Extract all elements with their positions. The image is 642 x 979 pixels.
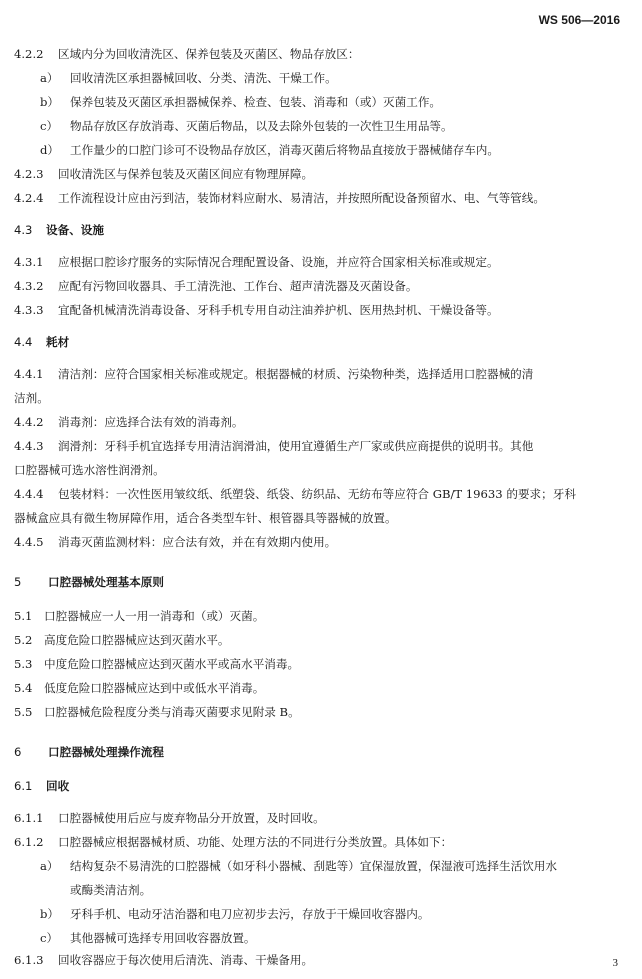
list-text: 回收清洗区承担器械回收、分类、清洗、干燥工作。: [70, 71, 337, 85]
clause-text: 应根据口腔诊疗服务的实际情况合理配置设备、设施，并应符合国家相关标准或规定。: [58, 255, 499, 269]
list-text: 或酶类清洁剂。: [70, 883, 152, 897]
clause-5-2: [14, 632, 626, 648]
clause-text: 口腔器械应一人一用一消毒和（或）灭菌。: [44, 609, 265, 623]
clause-number: 4.2.2: [14, 47, 44, 61]
list-marker: a）: [40, 71, 59, 85]
clause-6-1-2: [14, 834, 626, 850]
clause-text: 口腔器械应根据器械材质、功能、处理方法的不同进行分类放置。具体如下：: [58, 835, 453, 849]
clause-text: 应配有污物回收器具、手工清洗池、工作台、超声清洗器及灭菌设备。: [58, 279, 418, 293]
chapter-heading-6: [14, 744, 626, 760]
clause-4-4-5: [14, 534, 626, 550]
clause-5-4: [14, 680, 626, 696]
clause-4-4-4: [14, 486, 626, 502]
clause-number: 6.1.1: [14, 811, 44, 825]
chapter-title: 口腔器械处理操作流程: [48, 745, 164, 759]
clause-4-2-3: [14, 166, 626, 182]
clause-4-4-3: [14, 438, 626, 454]
clause-text: 器械盒应具有微生物屏障作用，适合各类型车针、根管器具等器械的放置。: [14, 511, 397, 525]
clause-text: 高度危险口腔器械应达到灭菌水平。: [44, 633, 230, 647]
clause-6-1-1: [14, 810, 626, 826]
clause-number: 4.4.3: [14, 439, 44, 453]
clause-number: 5.2: [14, 633, 33, 647]
clause-4-4-3-continued: [14, 462, 626, 478]
list-item-c: [40, 930, 626, 946]
list-text: 保养包装及灭菌区承担器械保养、检查、包装、消毒和（或）灭菌工作。: [70, 95, 442, 109]
list-marker: b）: [40, 95, 60, 109]
list-marker: c）: [40, 931, 59, 945]
clause-4-4-2: [14, 414, 626, 430]
list-marker: a）: [40, 859, 59, 873]
clause-text: 中度危险口腔器械应达到灭菌水平或高水平消毒。: [44, 657, 300, 671]
clause-number: 4.3.1: [14, 255, 44, 269]
clause-text: 消毒灭菌监测材料：应合法有效，并在有效期内使用。: [58, 535, 337, 549]
clause-text: 口腔器械使用后应与废弃物品分开放置，及时回收。: [58, 811, 325, 825]
clause-4-3-1: [14, 254, 626, 270]
section-number: 6.1: [14, 779, 33, 793]
clause-text: 工作流程设计应由污到洁，装饰材料应耐水、易清洁，并按照所配设备预留水、电、气等管线。: [58, 191, 545, 205]
section-heading-4-3: [14, 222, 626, 238]
clause-number: 4.3.2: [14, 279, 44, 293]
chapter-heading-5: [14, 574, 626, 590]
clause-4-2-2: [14, 46, 626, 62]
clause-text: 回收清洗区与保养包装及灭菌区间应有物理屏障。: [58, 167, 314, 181]
clause-text: 洁剂。: [14, 391, 49, 405]
clause-text: 口腔器械可选水溶性润滑剂。: [14, 463, 165, 477]
clause-text: 消毒剂：应选择合法有效的消毒剂。: [58, 415, 244, 429]
clause-4-2-4: [14, 190, 626, 206]
list-text: 牙科手机、电动牙洁治器和电刀应初步去污，存放于干燥回收容器内。: [70, 907, 430, 921]
chapter-number: 5: [14, 575, 22, 589]
section-number: 4.3: [14, 223, 33, 237]
clause-number: 5.5: [14, 705, 33, 719]
clause-5-5: [14, 704, 626, 720]
clause-number: 4.4.2: [14, 415, 44, 429]
clause-number: 5.1: [14, 609, 33, 623]
clause-number: 4.2.3: [14, 167, 44, 181]
list-item-a-continued: [70, 882, 626, 898]
clause-number: 6.1.3: [14, 953, 44, 967]
clause-number: 4.3.3: [14, 303, 44, 317]
clause-4-3-2: [14, 278, 626, 294]
clause-5-1: [14, 608, 626, 624]
document-code: WS 506—2016: [538, 13, 620, 27]
section-title: 耗材: [46, 335, 70, 349]
clause-4-4-1-continued: [14, 390, 626, 406]
clause-text: 低度危险口腔器械应达到中或低水平消毒。: [44, 681, 265, 695]
list-marker: d）: [40, 143, 60, 157]
clause-number: 4.4.5: [14, 535, 44, 549]
clause-text: 口腔器械危险程度分类与消毒灭菌要求见附录 B。: [44, 705, 300, 719]
list-marker: c）: [40, 119, 59, 133]
section-number: 4.4: [14, 335, 33, 349]
clause-4-4-4-continued: [14, 510, 626, 526]
section-title: 设备、设施: [46, 223, 104, 237]
page-number: 3: [612, 957, 618, 969]
clause-6-1-3: [14, 952, 626, 968]
clause-number: 5.3: [14, 657, 33, 671]
list-marker: b）: [40, 907, 60, 921]
chapter-number: 6: [14, 745, 22, 759]
clause-4-4-1: [14, 366, 626, 382]
clause-4-3-3: [14, 302, 626, 318]
list-text: 物品存放区存放消毒、灭菌后物品，以及去除外包装的一次性卫生用品等。: [70, 119, 453, 133]
list-text: 工作量少的口腔门诊可不设物品存放区，消毒灭菌后将物品直接放于器械储存车内。: [70, 143, 499, 157]
clause-text: 润滑剂：牙科手机宜选择专用清洁润滑油，使用宜遵循生产厂家或供应商提供的说明书。其他: [58, 439, 534, 453]
section-heading-6-1: [14, 778, 626, 794]
list-item-b: [40, 906, 626, 922]
list-item-b: [40, 94, 626, 110]
chapter-title: 口腔器械处理基本原则: [48, 575, 164, 589]
clause-text: 回收容器应于每次使用后清洗、消毒、干燥备用。: [58, 953, 314, 967]
section-title: 回收: [46, 779, 70, 793]
list-item-a: [40, 858, 626, 874]
clause-5-3: [14, 656, 626, 672]
clause-text: 区域内分为回收清洗区、保养包装及灭菌区、物品存放区：: [58, 47, 360, 61]
list-item-a: [40, 70, 626, 86]
clause-number: 4.4.1: [14, 367, 44, 381]
list-item-c: [40, 118, 626, 134]
clause-number: 4.4.4: [14, 487, 44, 501]
list-text: 其他器械可选择专用回收容器放置。: [70, 931, 256, 945]
clause-text: 宜配备机械清洗消毒设备、牙科手机专用自动注油养护机、医用热封机、干燥设备等。: [58, 303, 499, 317]
list-text: 结构复杂不易清洗的口腔器械（如牙科小器械、刮匙等）宜保湿放置，保湿液可选择生活饮用水: [70, 859, 557, 873]
section-heading-4-4: [14, 334, 626, 350]
clause-number: 6.1.2: [14, 835, 44, 849]
list-item-d: [40, 142, 626, 158]
clause-number: 4.2.4: [14, 191, 44, 205]
clause-text: 包装材料：一次性医用皱纹纸、纸塑袋、纸袋、纺织品、无纺布等应符合 GB/T 19633 的要求；牙科: [58, 487, 576, 501]
clause-text: 清洁剂：应符合国家相关标准或规定。根据器械的材质、污染物种类，选择适用口腔器械的清: [58, 367, 534, 381]
clause-number: 5.4: [14, 681, 33, 695]
